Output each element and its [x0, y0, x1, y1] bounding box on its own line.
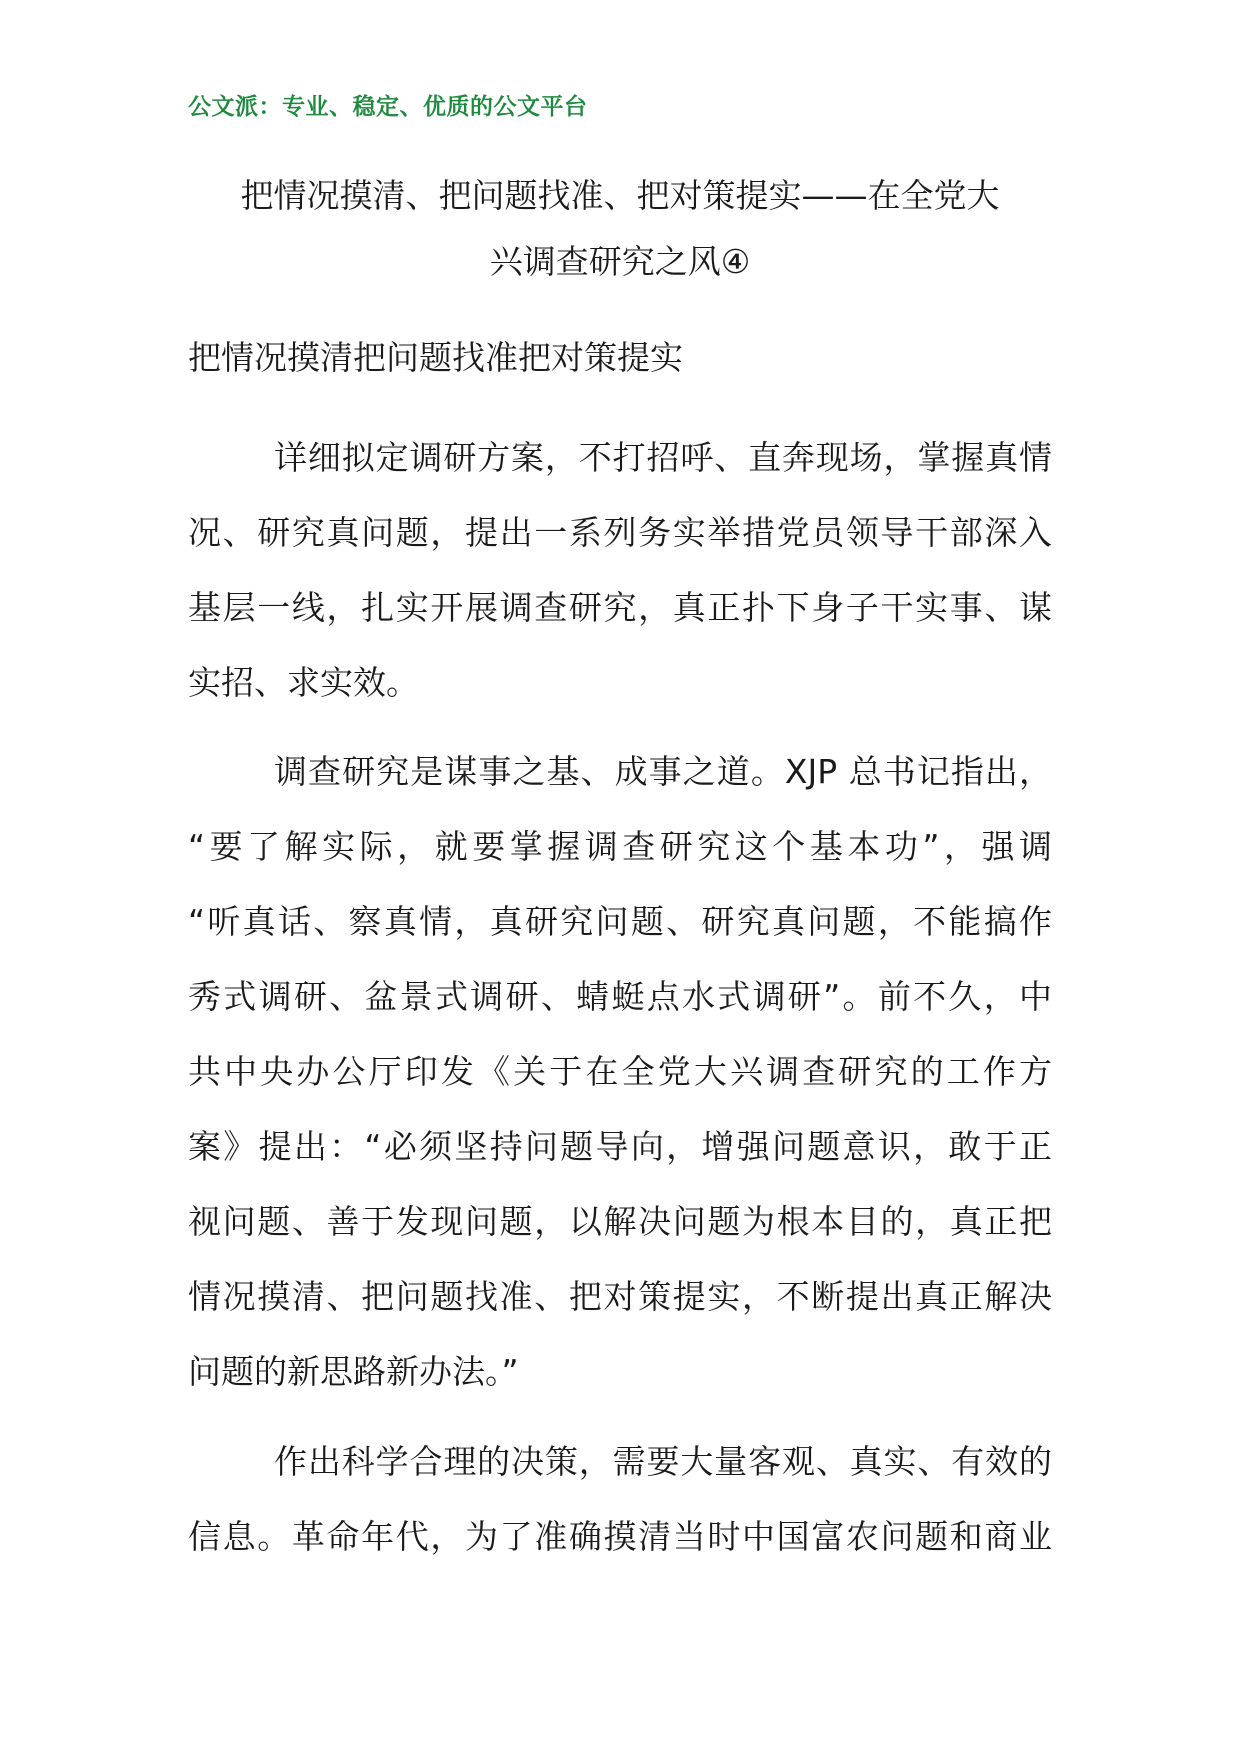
document-subheading: 把情况摸清把问题找准把对策提实: [188, 338, 683, 377]
paragraph-line: 信息。革命年代，为了准确摸清当时中国富农问题和商业: [188, 1517, 1052, 1556]
paragraph: [188, 752, 1052, 1427]
paragraph-line: “要了解实际，就要掌握调查研究这个基本功”，强调: [188, 827, 1052, 866]
paragraph-line: 作出科学合理的决策，需要大量客观、真实、有效的: [274, 1442, 1052, 1481]
paragraph-line: 况、研究真问题，提出一系列务实举措党员领导干部深入: [188, 513, 1052, 552]
paragraph-line: 秀式调研、盆景式调研、蜻蜓点水式调研”。前不久，中: [188, 977, 1052, 1016]
document-title: [188, 163, 1052, 295]
header-brand: 公文派：专业、稳定、优质的公文平台: [188, 94, 588, 120]
paragraph-line: 调查研究是谋事之基、成事之道。XJP 总书记指出，: [274, 752, 1052, 791]
document-title-line: 把情况摸清、把问题找准、把对策提实——在全党大: [240, 176, 1000, 215]
document-title-line: 兴调查研究之风④: [489, 242, 751, 281]
paragraph-line: 问题的新思路新办法。”: [188, 1352, 519, 1391]
paragraph-line: 实招、求实效。: [188, 663, 419, 702]
paragraph-line: “听真话、察真情，真研究问题、研究真问题，不能搞作: [188, 902, 1052, 941]
paragraph-line: 共中央办公厅印发《关于在全党大兴调查研究的工作方: [188, 1052, 1052, 1091]
paragraph-line: 情况摸清、把问题找准、把对策提实，不断提出真正解决: [188, 1277, 1052, 1316]
paragraph: [188, 438, 1052, 738]
paragraph-line: 视问题、善于发现问题，以解决问题为根本目的，真正把: [188, 1202, 1052, 1241]
paragraph-line: 详细拟定调研方案，不打招呼、直奔现场，掌握真情: [274, 438, 1052, 477]
paragraph-line: 案》提出：“必须坚持问题导向，增强问题意识，敢于正: [188, 1127, 1052, 1166]
paragraph: [188, 1442, 1052, 1592]
paragraph-line: 基层一线，扎实开展调查研究，真正扑下身子干实事、谋: [188, 588, 1052, 627]
